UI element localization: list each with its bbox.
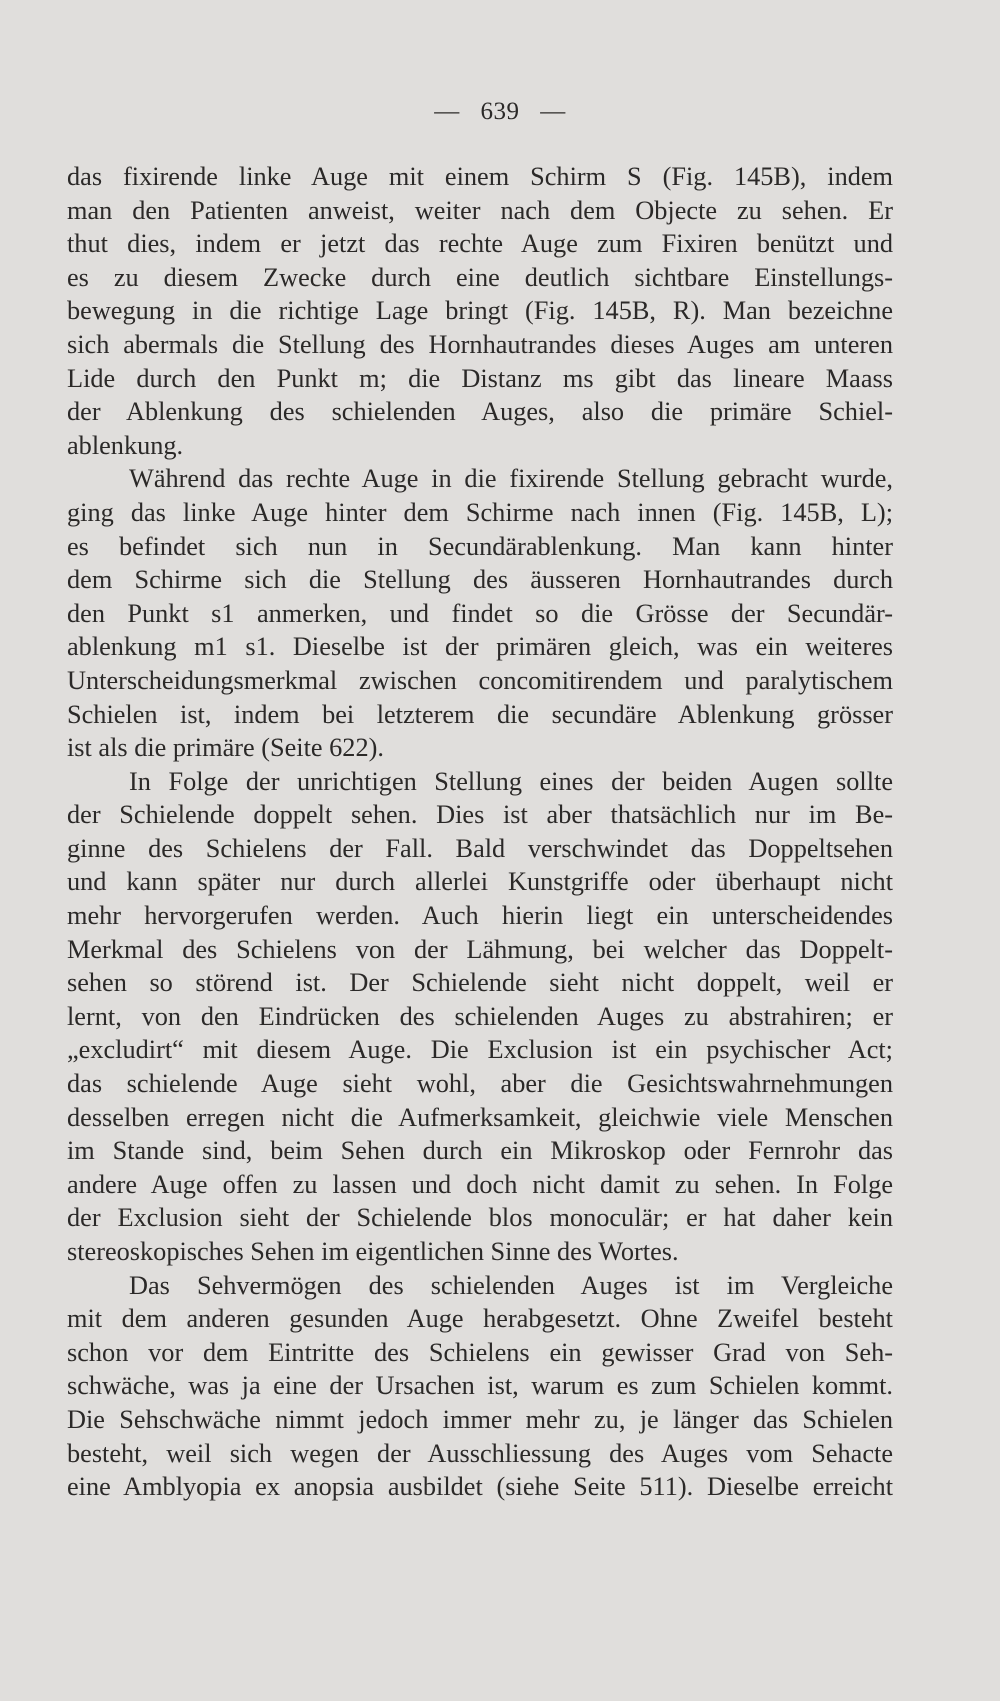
text-line: es zu diesem Zwecke durch eine deutlich sichtbare Einstellungs- <box>67 262 893 292</box>
text-line: der Schielende doppelt sehen. Dies ist aber thatsächlich nur im Be- <box>67 800 893 830</box>
text-line: besteht, weil sich wegen der Ausschliessung des Auges vom Sehacte <box>67 1438 893 1468</box>
text-line: und kann später nur durch allerlei Kunstgriffe oder überhaupt nicht <box>67 867 893 897</box>
text-line: sehen so störend ist. Der Schielende sieht nicht doppelt, weil er <box>67 968 893 998</box>
text-line: andere Auge offen zu lassen und doch nicht damit zu sehen. In Folge <box>67 1169 893 1199</box>
text-line: ablenkung. <box>67 430 184 460</box>
text-line: schwäche, was ja eine der Ursachen ist, warum es zum Schielen kommt. <box>67 1371 893 1401</box>
text-line: bewegung in die richtige Lage bringt (Fig. 145B, R). Man bezeichne <box>67 296 893 326</box>
text-line: mit dem anderen gesunden Auge herabgesetzt. Ohne Zweifel besteht <box>67 1304 893 1334</box>
text-line: eine Amblyopia ex anopsia ausbildet (siehe Seite 511). Dieselbe erreicht <box>67 1472 893 1502</box>
text-line: der Exclusion sieht der Schielende blos monoculär; er hat daher kein <box>67 1203 893 1233</box>
text-line: ginne des Schielens der Fall. Bald verschwindet das Doppeltsehen <box>67 833 893 863</box>
text-line: dem Schirme sich die Stellung des äusseren Hornhautrandes durch <box>67 565 893 595</box>
text-line: den Punkt s1 anmerken, und findet so die Grösse der Secundär- <box>67 598 893 628</box>
text-line: In Folge der unrichtigen Stellung eines der beiden Augen sollte <box>129 766 893 796</box>
page-number: 639 <box>480 98 520 125</box>
text-line: stereoskopisches Sehen im eigentlichen Sinne des Wortes. <box>67 1237 679 1266</box>
text-line: desselben erregen nicht die Aufmerksamkeit, gleichwie viele Menschen <box>67 1102 893 1132</box>
text-line: Die Sehschwäche nimmt jedoch immer mehr zu, je länger das Schielen <box>67 1404 893 1434</box>
text-line: lernt, von den Eindrücken des schielenden Auges zu abstrahiren; er <box>67 1001 893 1031</box>
text-line: Schielen ist, indem bei letzterem die secundäre Ablenkung grösser <box>67 699 893 729</box>
page-number-dash-right: — <box>540 98 566 125</box>
text-line: es befindet sich nun in Secundärablenkung. Man kann hinter <box>67 531 893 561</box>
text-line: Lide durch den Punkt m; die Distanz ms gibt das lineare Maass <box>67 363 893 393</box>
text-line: schon vor dem Eintritte des Schielens ein gewisser Grad von Seh- <box>67 1337 893 1367</box>
text-line: mehr hervorgerufen werden. Auch hierin liegt ein unterscheidendes <box>67 901 893 931</box>
text-line: sich abermals die Stellung des Hornhautrandes dieses Auges am unteren <box>67 329 893 359</box>
text-line: man den Patienten anweist, weiter nach dem Objecte zu sehen. Er <box>67 195 893 225</box>
text-line: im Stande sind, beim Sehen durch ein Mikroskop oder Fernrohr das <box>67 1136 893 1166</box>
page-number-dash-left: — <box>434 98 460 125</box>
text-line: Unterscheidungsmerkmal zwischen concomitirendem und paralytischem <box>67 665 893 695</box>
text-line: das fixirende linke Auge mit einem Schirm S (Fig. 145B), indem <box>67 162 893 191</box>
text-line: Merkmal des Schielens von der Lähmung, bei welcher das Doppelt- <box>67 934 893 964</box>
text-line: ist als die primäre (Seite 622). <box>67 733 384 763</box>
text-line: das schielende Auge sieht wohl, aber die Gesichtswahrnehmungen <box>67 1069 893 1099</box>
text-line: ablenkung m1 s1. Dieselbe ist der primären gleich, was ein weiteres <box>67 632 893 662</box>
text-line: Das Sehvermögen des schielenden Auges ist im Vergleiche <box>129 1270 893 1300</box>
body-text <box>67 160 893 1504</box>
text-line: Während das rechte Auge in die fixirende Stellung gebracht wurde, <box>129 464 893 494</box>
text-line: „excludirt“ mit diesem Auge. Die Exclusion ist ein psychischer Act; <box>67 1035 893 1065</box>
text-line: ging das linke Auge hinter dem Schirme nach innen (Fig. 145B, L); <box>67 497 893 527</box>
text-line: der Ablenkung des schielenden Auges, also die primäre Schiel- <box>67 397 893 427</box>
page-number-header <box>0 98 1000 126</box>
text-line: thut dies, indem er jetzt das rechte Auge zum Fixiren benützt und <box>67 229 893 259</box>
